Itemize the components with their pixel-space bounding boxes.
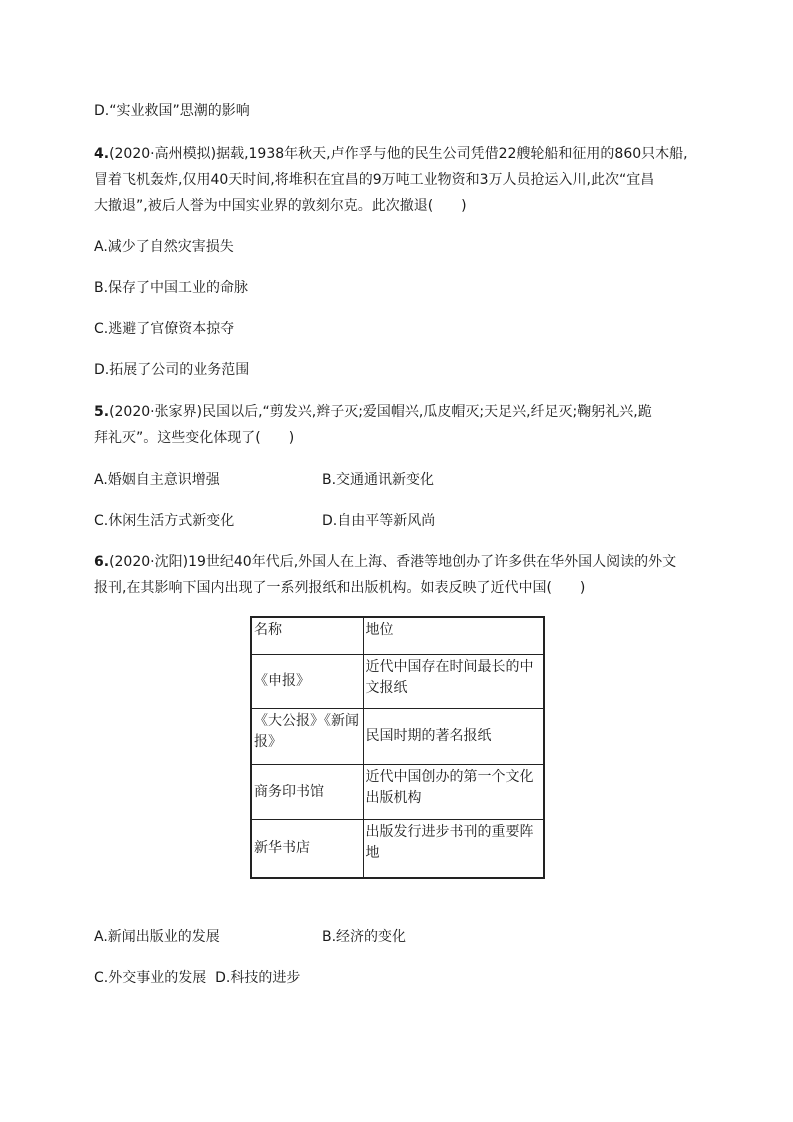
table-header-name: 名称	[251, 617, 363, 655]
q4-stem-line1	[94, 144, 688, 164]
q5-option-c: C.休闲生活方式新变化	[94, 513, 235, 529]
newspaper-table	[250, 616, 545, 879]
q4-option-b: B.保存了中国工业的命脉	[94, 280, 249, 296]
q5-number: 5.	[94, 404, 110, 420]
table-row	[251, 765, 544, 820]
table-header-row	[251, 617, 544, 655]
q4-option-d: D.拓展了公司的业务范围	[94, 362, 250, 378]
q5-option-b: B.交通通讯新变化	[322, 472, 435, 488]
table-cell-name: 《申报》	[251, 655, 363, 709]
q5-stem-line2: 拜礼灭”。这些变化体现了( )	[94, 430, 295, 446]
table-row	[251, 820, 544, 879]
q6-stem-line1	[94, 552, 676, 572]
q4-option-a: A.减少了自然灾害损失	[94, 239, 234, 255]
q4-stem-line3: 大撤退”,被后人誉为中国实业界的敦刻尔克。此次撤退( )	[94, 198, 467, 214]
q6-option-d: D.科技的进步	[215, 970, 301, 986]
table-cell-name: 《大公报》《新闻报》	[251, 709, 363, 765]
q6-stem-line2: 报刊,在其影响下国内出现了一系列报纸和出版机构。如表反映了近代中国( )	[94, 580, 586, 596]
table-header-status: 地位	[363, 617, 544, 655]
q4-option-c: C.逃避了官僚资本掠夺	[94, 321, 235, 337]
q4-stem-line2: 冒着飞机轰炸,仅用40天时间,将堆积在宜昌的9万吨工业物资和3万人员抢运入川,此次“宜昌	[94, 172, 655, 188]
table-cell-name: 商务印书馆	[251, 765, 363, 820]
table-cell-status: 出版发行进步书刊的重要阵地	[363, 820, 544, 879]
q6-number: 6.	[94, 554, 110, 570]
q4-number: 4.	[94, 146, 110, 162]
table-cell-status: 近代中国存在时间最长的中文报纸	[363, 655, 544, 709]
q3-option-d: D.“实业救国”思潮的影响	[94, 103, 250, 119]
table-cell-name: 新华书店	[251, 820, 363, 879]
q5-stem-line1	[94, 402, 652, 422]
q5-option-a: A.婚姻自主意识增强	[94, 472, 220, 488]
table-row	[251, 655, 544, 709]
table-cell-status: 民国时期的著名报纸	[363, 709, 544, 765]
table-row	[251, 709, 544, 765]
q4-stem-text-1: (2020·高州模拟)据载,1938年秋天,卢作孚与他的民生公司凭借22艘轮船和征用的860只木船,	[109, 146, 688, 162]
q5-stem-text-1: (2020·张家界)民国以后,“剪发兴,辫子灭;爱国帽兴,瓜皮帽灭;天足兴,纤足灭;鞠躬礼兴,跪	[109, 404, 652, 420]
q6-option-cd-line	[94, 968, 300, 988]
q5-option-d: D.自由平等新风尚	[322, 513, 436, 529]
q6-stem-text-1: (2020·沈阳)19世纪40年代后,外国人在上海、香港等地创办了许多供在华外国人阅读的外文	[109, 554, 677, 570]
q6-option-b: B.经济的变化	[322, 929, 407, 945]
q6-option-c: C.外交事业的发展	[94, 970, 207, 986]
q6-option-a: A.新闻出版业的发展	[94, 929, 220, 945]
table-cell-status: 近代中国创办的第一个文化出版机构	[363, 765, 544, 820]
